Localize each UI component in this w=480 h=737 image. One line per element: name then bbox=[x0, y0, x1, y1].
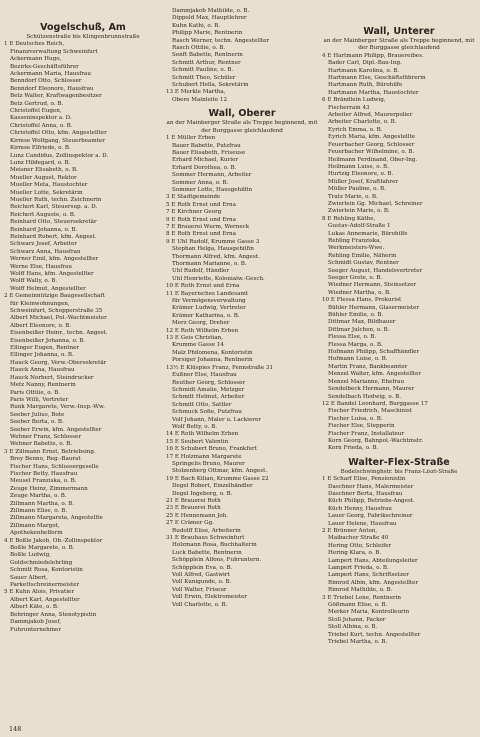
directory-entry: Reichert Karl, Steuersup. a. D. bbox=[10, 204, 98, 211]
directory-entry: Dammjakob Josef, bbox=[10, 619, 62, 626]
directory-entry: 4 E Hartmann Philipp, Brauereibes. bbox=[322, 52, 424, 59]
directory-entry: Bühler Hermann, Glasermeister bbox=[328, 304, 420, 311]
directory-entry: Krämer Ludwig, Vertreter bbox=[172, 305, 246, 312]
street-subheading-walter-flex: Bodelschwinghstr. bis Franz-Liszt-Straße bbox=[340, 468, 458, 475]
street-subheading-vogelschuss: Schützenstraße bis Klingenbrunnstraße bbox=[26, 34, 140, 40]
directory-entry: Ellinger Eugen, Rentner bbox=[10, 345, 80, 352]
directory-entry: Lampert Hans, Schriftsetzer bbox=[328, 572, 409, 579]
directory-entry: Lauer Georg, Fabrikschreiner bbox=[328, 513, 413, 520]
directory-entry: Sommer Hermann, Arbeiter bbox=[172, 172, 252, 179]
directory-entry: Wehner Franz, Schlosser bbox=[10, 433, 82, 440]
entries-wall-oberer bbox=[166, 135, 318, 609]
directory-entry: Parkettschreinermeister bbox=[10, 582, 80, 589]
directory-entry: Eisenbeißer Johanna, o. B. bbox=[10, 337, 86, 344]
directory-entry: Arbeiter Alfred, Maurerpolier bbox=[328, 112, 413, 119]
directory-entry: 5 E Kuhn Alois, Privatier bbox=[4, 589, 74, 596]
directory-entry: Kirmse Elfriede, o. B. bbox=[10, 145, 71, 152]
directory-entry: 13 E Merkle Martha, bbox=[166, 89, 226, 96]
directory-entry: Albert Eleonore, o. B. bbox=[10, 322, 72, 329]
directory-entry: Mueller August, Rektor bbox=[10, 174, 77, 181]
directory-entry: Boßle Margarete, o. B. bbox=[10, 545, 75, 552]
directory-entry: 16 E Schubert Bruno, Frankfurt bbox=[166, 446, 257, 453]
directory-entry: Meisner Elisabeth, o. B. bbox=[10, 167, 78, 174]
directory-entry: Schmitt Pauline, o. B. bbox=[172, 67, 234, 74]
directory-entry: Feuerbacher Wilhelmine, o. B. bbox=[328, 149, 415, 156]
directory-entry: Lauer Helene, Hausfrau bbox=[328, 520, 397, 527]
directory-entry: Daschner Hans, Malermeister bbox=[328, 483, 414, 490]
directory-entry: Menzel Walter, kfm. Angestellter bbox=[328, 371, 422, 378]
directory-entry: 10 E Roth Ernst und Erna bbox=[166, 283, 240, 290]
directory-entry: Schubert Hella, Sekretärin bbox=[172, 82, 249, 89]
directory-entry: 31 E Brauhaus Schweinfurt bbox=[166, 535, 245, 542]
directory-entry: Fischer Franz, Installateur bbox=[328, 430, 405, 437]
directory-entry: Thormann Marianne, o. B. bbox=[172, 261, 247, 267]
directory-entry: Benndorf Otto, Schlosser bbox=[10, 78, 82, 85]
directory-entry: Rudolff Elise, Arbeiterin bbox=[172, 527, 241, 534]
directory-entry: Albert Karl, Angestellter bbox=[10, 596, 80, 603]
directory-entry: 8 E Rehling Käthe, bbox=[322, 215, 376, 222]
directory-entry: Seeber Julius, Bote bbox=[10, 411, 65, 418]
directory-entry: Stoll Albina, o. B. bbox=[328, 624, 378, 631]
directory-entry: Bader Carl, Dipl.-Bau-Ing. bbox=[328, 60, 402, 67]
directory-entry: Fischer Hans, Schlossergeselle bbox=[10, 463, 99, 470]
directory-entry: Voll Erwin, Elektromeister bbox=[172, 594, 248, 601]
directory-entry: Voll Kunigunde, o. B. bbox=[172, 579, 232, 586]
directory-entry: Müller Josef, Kraftfahrer bbox=[328, 178, 399, 185]
directory-entry: Reichert Auguste, o. B. bbox=[10, 211, 76, 218]
page-number: 148 bbox=[9, 725, 22, 733]
directory-entry: Krämer Katharina, o. B. bbox=[172, 312, 240, 319]
directory-entry: Mueller Ruth, techn. Zeichnerin bbox=[10, 196, 102, 203]
directory-entry: 13½ E Klüspies Franz, Fennstraße 31 bbox=[166, 364, 274, 371]
directory-entry: für Vermögensverwaltung bbox=[172, 298, 246, 305]
directory-entry: Hauck Georg, Verw.-Obersekretär bbox=[10, 359, 107, 366]
directory-entry: Wolff Helmut, Angestellter bbox=[10, 285, 86, 292]
directory-entry: Ackermann Hugo, bbox=[10, 56, 62, 63]
directory-entry: Heilmann Luise, o. B. bbox=[328, 163, 389, 170]
directory-entry: Senft Babette, Rentnerin bbox=[172, 52, 243, 59]
directory-entry: Seeger Grete, o. B. bbox=[328, 275, 383, 281]
directory-entry: Sendelbach Hedwig, o. B. bbox=[328, 393, 402, 400]
entries-walter-flex bbox=[322, 476, 476, 646]
directory-entry: 15 E Seubert Valentin bbox=[166, 438, 229, 445]
directory-entry: Sauer Albert, bbox=[10, 574, 48, 581]
directory-entry: Eyrich Emma, o. B. bbox=[328, 126, 383, 133]
directory-entry: Schwarz Josef, Arbeiter bbox=[10, 241, 77, 248]
directory-entry: Holzmann Rosa, Buchhalterin bbox=[172, 542, 257, 549]
directory-entry: 9 E Roth Ernst und Erna bbox=[166, 216, 236, 223]
directory-entry: Korn Frieda, o. B. bbox=[328, 445, 379, 452]
directory-entry: Eyrich Maria, kfm. Angestellte bbox=[328, 134, 416, 141]
directory-entry: 7 E Kirchner Georg bbox=[166, 209, 222, 216]
directory-entry: 5 E Roth Ernst und Erna bbox=[166, 201, 236, 208]
directory-entry: Behringer Anna, Stenotypistin bbox=[10, 611, 97, 618]
directory-entry: Uhl Rudolf, Händler bbox=[172, 268, 230, 275]
directory-entry: Krumme Gasse 14 bbox=[172, 342, 224, 349]
directory-entry: Hering Klara, o. B. bbox=[328, 550, 382, 557]
directory-entry: Heilmann Ferdinand, Ober-Ing. bbox=[328, 156, 418, 163]
street-heading-wall-unterer: Wall, Unterer bbox=[363, 26, 435, 37]
directory-entry: Seeber Berta, o. B. bbox=[10, 419, 64, 426]
directory-entry: Gößmann Elise, o. B. bbox=[328, 602, 388, 609]
directory-entry: Hartmann Else, Geschäftsführerin bbox=[328, 75, 426, 82]
directory-entry: Schweinfurt, Schopperstraße 35 bbox=[10, 308, 103, 315]
directory-entry: Sommer Lotte, Hausgehilfin bbox=[172, 186, 253, 193]
directory-entry: Schmuck Sofie, Putzfrau bbox=[172, 409, 242, 416]
directory-entry: Küch Philipp, Betriebs-Angest. bbox=[328, 498, 415, 505]
directory-entry: Daschner Berta, Hausfrau bbox=[328, 490, 403, 497]
directory-entry: Werkmeisters-Wwe. bbox=[328, 245, 385, 252]
directory-entry: 1 E Scharf Elise, Pensionistin bbox=[322, 476, 406, 483]
directory-entry: Schöpplein Alfons, Fuhruntern. bbox=[172, 557, 262, 564]
directory-entry: Wehner Babette, o. B. bbox=[10, 441, 72, 448]
directory-entry: Goldschmiedelehrling bbox=[10, 559, 73, 566]
directory-entry: Seeger August, Handelsvertreter bbox=[328, 267, 423, 274]
directory-entry: Zillmann Elise, o. B. bbox=[10, 508, 67, 514]
directory-entry: Lampert Frieda, o. B. bbox=[328, 565, 389, 572]
directory-entry: 11 E Bayerisches Landesamt bbox=[166, 290, 249, 297]
directory-entry: Feuerbacher Georg, Schlosser bbox=[328, 141, 415, 148]
directory-entry: Reinhard Otto, Steuersekretär bbox=[10, 219, 97, 226]
directory-entry: Runk Margarete, Verw.-Insp.-Ww. bbox=[10, 404, 105, 411]
street-heading-wall-oberer: Wall, Oberer bbox=[208, 108, 276, 120]
directory-entry: Hofmann Luise, o. B. bbox=[328, 356, 388, 363]
directory-entry: Ellinger Johanna, o. B. bbox=[10, 352, 74, 359]
directory-entry: Flessa Else, o. B. bbox=[328, 334, 377, 341]
directory-entry: Merz Georg, Dreher bbox=[172, 320, 230, 327]
directory-entry: Seeber Erwin, kfm. Angestellter bbox=[10, 426, 102, 433]
directory-entry: Voll Charlotte, o. B. bbox=[172, 601, 228, 608]
directory-entry: Zwierlein Marie, o. B. bbox=[328, 208, 390, 215]
directory-entry: Schöpplein Eva, o. B. bbox=[172, 564, 233, 571]
directory-entry: Zillmann Margot, bbox=[10, 522, 60, 529]
directory-entry: Albert Käte, o. B. bbox=[10, 604, 59, 611]
directory-entry: Flessa Marga, o. B. bbox=[328, 341, 383, 348]
directory-entry: Sendelbeck Hermann, Maurer bbox=[328, 386, 415, 393]
directory-entry: 19 E Bach Kilian, Krumme Gasse 22 bbox=[166, 475, 269, 482]
directory-entry: Fischer Luisa, o. B. bbox=[328, 415, 383, 422]
directory-entry: Schmitt Otto, Sattler bbox=[172, 401, 232, 408]
directory-entry: Merker Maria, Kontrolleurin bbox=[328, 609, 410, 616]
directory-entry: Albert Michael, Pol.-Wachtmeister bbox=[10, 315, 107, 322]
directory-entry: Paris Willi, Vertreter bbox=[10, 396, 69, 403]
directory-entry: 4 E Boßle Jakob, Ob.-Zollinspektor bbox=[4, 537, 103, 544]
directory-entry: Betz Walter, Kraftwagenbesitzer bbox=[10, 93, 102, 100]
directory-entry: Erhard Dorothea, o. B. bbox=[172, 164, 237, 171]
directory-entry: Werne Else, Hausfrau bbox=[10, 263, 72, 270]
directory-entry: 23 E Brauerei Roth bbox=[166, 505, 221, 512]
directory-entry: Fuhrunternehmer bbox=[10, 626, 62, 633]
entries-continued bbox=[166, 8, 318, 104]
directory-entry: Kasseninspektor a. D. bbox=[10, 115, 72, 122]
street-heading-vogelschuss: Vogelschuß, Am bbox=[40, 22, 126, 33]
column-left bbox=[4, 22, 162, 634]
directory-entry: Rimrod Mathilde, o. B. bbox=[328, 587, 393, 594]
directory-entry: Fischer Else, Stepperin bbox=[328, 423, 395, 430]
directory-entry: Rasch Ottilie, o. B. bbox=[172, 45, 226, 52]
directory-entry: Wolff Hans, kfm. Angestellter bbox=[10, 271, 94, 277]
directory-entry: Bauer Babette, Putzfrau bbox=[172, 142, 241, 149]
directory-entry: Degel Ingeborg, o. B. bbox=[172, 490, 233, 497]
directory-entry: für Kleinwohnungen, bbox=[10, 300, 70, 307]
directory-entry: Schmidt Gustav, Rentner bbox=[328, 260, 399, 267]
directory-entry: Bauer Elisabeth, Friseuse bbox=[172, 149, 246, 156]
directory-entry: Luck Babette, Rentnerin bbox=[172, 549, 242, 556]
directory-entry: Wiedner Hermann, Steinsetzer bbox=[328, 282, 417, 289]
directory-entry: Zillmann Margareta, Angestellte bbox=[10, 515, 103, 522]
directory-entry: Zeuge Heinz, Zimmermann bbox=[10, 485, 88, 492]
directory-entry: Bühler Emilie, o. B. bbox=[328, 312, 384, 319]
directory-entry: Thormann Alfred, kfm. Angest. bbox=[172, 253, 260, 260]
entries-wall-unterer bbox=[322, 53, 476, 453]
directory-entry: Paris Ottilie, o. B. bbox=[10, 389, 60, 396]
directory-entry: 3 E Triebel Lene, Rentnerin bbox=[322, 594, 402, 601]
directory-entry: Korn Georg, Bahnpol.-Wachtmstr. bbox=[328, 437, 423, 444]
street-subheading-wall-oberer: an der Mainberger Straße als Treppe beginnend, mit der Burggasse gleichlaufend bbox=[166, 120, 318, 134]
directory-entry: Degel Robert, Einzelhändler bbox=[172, 483, 253, 490]
directory-entry: Schmitt Rosa, Kontoristin bbox=[10, 567, 83, 574]
directory-entry: Mueller Lotte, Sekretärin bbox=[10, 189, 83, 196]
directory-entry: Lampert Hans, Abteilungsleiter bbox=[328, 557, 418, 564]
directory-entry: Meusel Franziska, o. B. bbox=[10, 478, 77, 485]
directory-entry: Küch Henny, Hausfrau bbox=[328, 505, 392, 512]
directory-entry: Lunz Hildegard, o. B. bbox=[10, 159, 71, 166]
directory-entry: Boßle Ludwig, bbox=[10, 552, 51, 559]
directory-entry: Porsiger Johanna, Rentnerin bbox=[172, 357, 253, 364]
street-subheading-wall-unterer: an der Mainberger Straße als Treppe beginnend, mit der Burggasse gleichlaufend bbox=[323, 38, 475, 52]
directory-entry: Wolf Betty, o. B. bbox=[172, 423, 217, 430]
directory-entry: Maibacher Straße 40 bbox=[328, 535, 389, 542]
directory-entry: Hartmann Karolina, o. B. bbox=[328, 67, 400, 74]
directory-entry: Stephan Helga, Hausgehilfin bbox=[172, 246, 254, 253]
directory-entry: Schmitt Arthur, Rentner bbox=[172, 59, 241, 66]
column-right bbox=[322, 26, 476, 647]
directory-entry: Müller Pauline, o. B. bbox=[328, 186, 386, 193]
directory-entry: 10 E Flessa Hans, Prokurist bbox=[322, 297, 402, 304]
directory-entry: Rehling Franziska, bbox=[328, 237, 382, 244]
directory-entry: Triebel Kurt, techn. Angestellter bbox=[328, 631, 421, 638]
directory-entry: Kuhn Kathi, o. B. bbox=[172, 22, 221, 29]
directory-entry: Reinhard Johanna, o. B. bbox=[10, 226, 78, 233]
street-heading-walter-flex: Walter-Flex-Straße bbox=[348, 456, 450, 468]
directory-entry: Voll Alfred, Gastwirt bbox=[172, 572, 230, 579]
directory-entry: Werner Emil, kfm. Angestellter bbox=[10, 256, 99, 263]
directory-entry: Stolzenberg Ottmar, kfm. Angest. bbox=[172, 468, 268, 475]
directory-entry: 6 E Brändlein Ludwig, bbox=[322, 97, 386, 104]
directory-entry: Hartmann Ruth, Bürohilfe bbox=[328, 82, 403, 89]
directory-entry: Rasch Werner, techn. Angestellter bbox=[172, 37, 270, 44]
directory-entry: Schmitt Helmut, Arbeiter bbox=[172, 394, 245, 401]
directory-entry: 17 E Holzmann Margarete bbox=[166, 453, 242, 460]
directory-entry: Sommer Anna, o. B. bbox=[172, 179, 229, 186]
directory-entry: Voll Walter, Friseur bbox=[172, 586, 227, 593]
directory-entry: Hurtzig Eleonore, o. B. bbox=[328, 171, 394, 178]
directory-entry: Hartmann Martha, Haustochter bbox=[328, 89, 419, 96]
directory-entry: Apothekenhelferin bbox=[10, 530, 63, 537]
directory-entry: 14 E Roth Wilhelm Erben bbox=[166, 431, 239, 438]
directory-entry: Zeuge Martha, o. B. bbox=[10, 493, 67, 500]
directory-entry: Dippold Max, Hauptlehrer bbox=[172, 15, 247, 22]
directory-entry: Triebel Martha, o. B. bbox=[328, 639, 388, 646]
directory-entry: 8 E Roth Ernst und Erna bbox=[166, 231, 236, 238]
column-middle bbox=[166, 8, 318, 609]
directory-entry: Hofmann Philipp, Schaffhändler bbox=[328, 349, 420, 356]
directory-entry: 27 E Crämer Gg. bbox=[166, 520, 214, 527]
directory-entry: Mueller Meta, Haustochter bbox=[10, 182, 88, 189]
directory-entry: 1 E Deutsches Reich, bbox=[4, 41, 65, 48]
directory-entry: Arbeiter Charlotte, o. B. bbox=[328, 119, 397, 126]
directory-entry: 3 E Zillmann Ernst, Betriebsing. bbox=[4, 448, 96, 455]
directory-entry: 12 E Roth Wilhelm Erben bbox=[166, 327, 239, 334]
directory-entry: Fischerrain 43 bbox=[328, 104, 370, 111]
directory-entry: Metz Nanny, Rentnerin bbox=[10, 382, 76, 389]
entries-vogelschuss bbox=[4, 41, 162, 634]
directory-entry: Stoll Johann, Packer bbox=[328, 616, 386, 623]
directory-entry: Benndorf Eleonore, Hausfrau bbox=[10, 85, 94, 92]
directory-entry: 2 E Gemeinnützige Baugesellschaft bbox=[4, 293, 105, 300]
directory-entry: Wolff Wally, o. B. bbox=[10, 278, 58, 285]
directory-entry: Lunz Candidus, Zollinspektor a. D. bbox=[10, 152, 109, 159]
directory-entry: Gustav-Adolf-Straße 1 bbox=[328, 223, 391, 230]
directory-entry: Brey Benno, Reg.-Baurat bbox=[10, 456, 81, 463]
directory-entry: Wiedner Martha, o. B. bbox=[328, 289, 391, 296]
directory-entry: Schwarz Anna, Hausfrau bbox=[10, 248, 81, 255]
directory-entry: Philipp Marie, Rentnerin bbox=[172, 30, 243, 37]
directory-entry: Fischer Friedrich, Maschinist bbox=[328, 408, 412, 415]
directory-entry: Dittmar Max, Bildhauer bbox=[328, 319, 396, 326]
directory-entry: Schmitt Theo, Schüler bbox=[172, 74, 236, 81]
directory-entry: 3 E Stadtgemeinde bbox=[166, 194, 221, 201]
directory-entry: Hauck Anna, Hausfrau bbox=[10, 367, 75, 374]
directory-entry: Hering Otto, Schleifer bbox=[328, 542, 392, 549]
directory-entry: Ackermann Maria, Hausfrau bbox=[10, 71, 91, 78]
directory-entry: Lukas Annemarie, Bürohilfe bbox=[328, 230, 408, 237]
directory-entry: Menzel Marianne, Ehefrau bbox=[328, 378, 405, 385]
directory-entry: Schmidt Amalie, Metzger bbox=[172, 386, 245, 393]
directory-entry: Christoffel Eugen, bbox=[10, 108, 62, 115]
directory-entry: Bezirks-Geschäftsführer bbox=[10, 63, 79, 70]
directory-entry: Christoffel Anna, o. B. bbox=[10, 122, 73, 129]
directory-entry: Springelis Bruno, Maurer bbox=[172, 460, 245, 467]
directory-entry: 12 E Bandel Leonhard, Burggasse 17 bbox=[322, 400, 428, 407]
directory-entry: Uhl Henriette, Kolonialw.-Gesch. bbox=[172, 275, 265, 282]
directory-entry: 13 E Geis Christian, bbox=[166, 335, 223, 342]
directory-entry: 21 E Brauerei Roth bbox=[166, 498, 221, 504]
directory-entry: Rehling Emilie, Näherin bbox=[328, 252, 397, 259]
directory-entry: Martin Franz, Bankbeamter bbox=[328, 363, 408, 370]
directory-entry: 7 E Brauerei Wurm, Werneck bbox=[166, 223, 250, 230]
directory-entry: Zwierlein Gg. Michael, Schreiner bbox=[328, 200, 423, 207]
directory-entry: Kirmse Wolfgang, Steuerbeamter bbox=[10, 137, 105, 144]
directory-entry: Tratz Marie, o. B. bbox=[328, 193, 378, 200]
directory-entry: Malz Philomena, Kontoristin bbox=[172, 349, 253, 356]
directory-entry: Dittmar Julchen, o. B. bbox=[328, 326, 390, 333]
directory-entry: Rimrod Albin, kfm. Angestellter bbox=[328, 579, 419, 586]
directory-entry: Reinhard Robert, kfm. Angest. bbox=[10, 233, 97, 240]
directory-entry: Fischer Betty, Hausfrau bbox=[10, 470, 78, 477]
directory-entry: Zillmann Martha, o. B. bbox=[10, 500, 75, 507]
directory-entry: 9 E Uhl Rudolf, Krumme Gasse 3 bbox=[166, 238, 260, 245]
directory-entry: Christoffel Otto, kfm. Angestellter bbox=[10, 130, 107, 137]
directory-entry: Hauck Norbert, Steindrucker bbox=[10, 374, 94, 381]
directory-entry: Erhard Michael, Kurier bbox=[172, 157, 239, 164]
directory-entry: 25 E Hennemann Joh. bbox=[166, 512, 229, 519]
directory-entry: 1 E Müller Erben bbox=[166, 135, 216, 142]
directory-entry: Dammjakob Mathilde, o. B. bbox=[172, 8, 250, 14]
directory-entry: Finanzverwaltung Schweinfurt bbox=[10, 48, 98, 55]
directory-entry: Reuther Georg, Schlosser bbox=[172, 379, 246, 386]
directory-entry: Obere Mainleite 12 bbox=[172, 96, 228, 103]
directory-entry: Betz Gertrud, o. B. bbox=[10, 100, 64, 107]
directory-entry: 2 E Brünner Anton, bbox=[322, 528, 378, 534]
directory-entry: Volf Johann, Maler u. Lackierer bbox=[172, 416, 261, 423]
directory-entry: Eisenbeißer Heinr., techn. Angest. bbox=[10, 330, 108, 337]
directory-entry: Eußner Else, Hausfrau bbox=[172, 372, 237, 379]
